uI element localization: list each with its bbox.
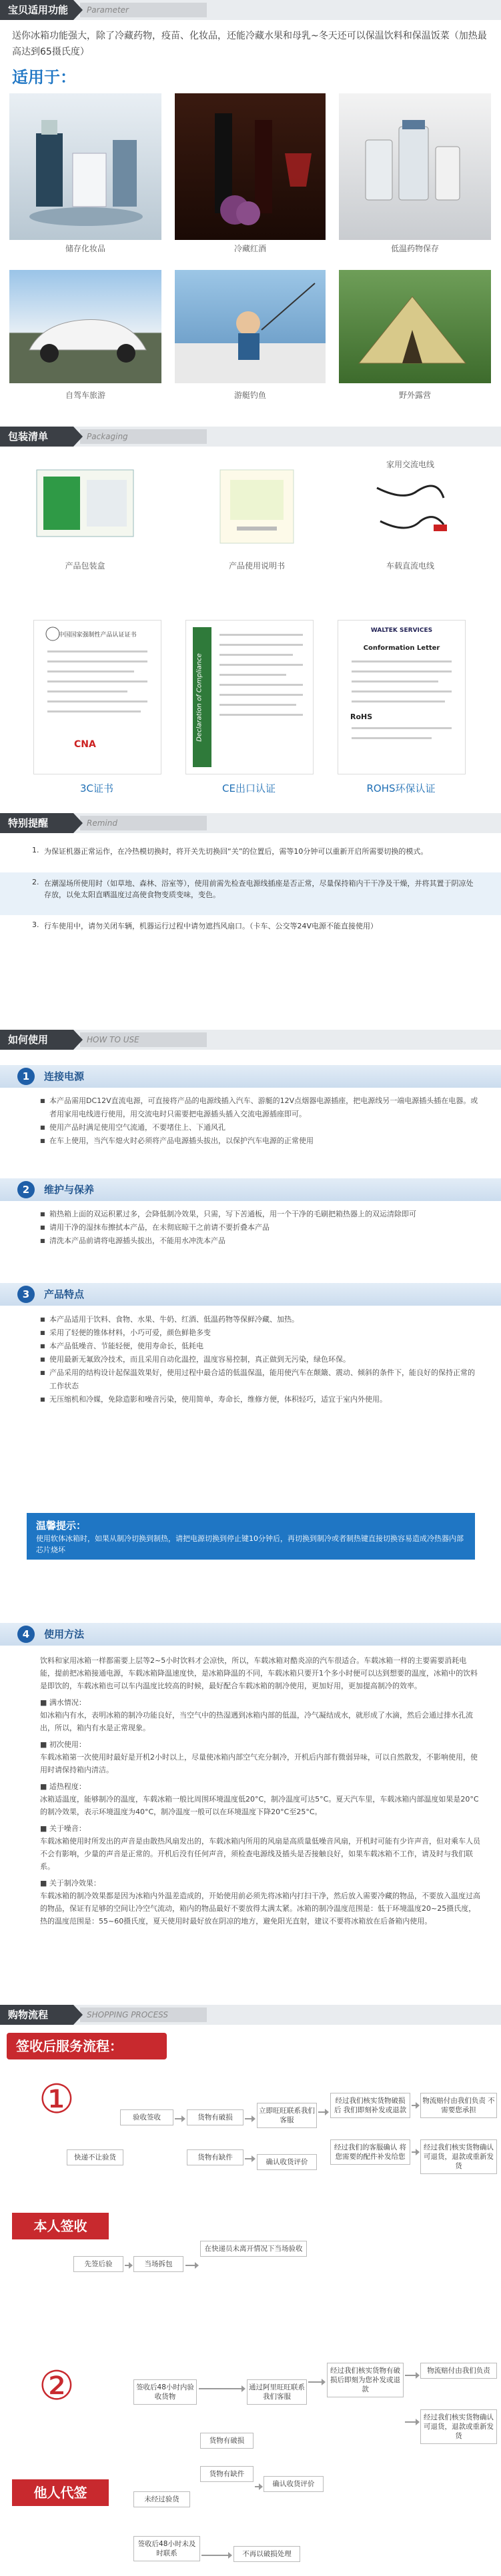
remind-text: 为保证机器正常运作，在冷热模切换时，将开关先切换回“关”的位置后，需等10分钟可以重新开启所需要切换的模式。: [44, 847, 428, 856]
flow-arrow: [199, 2388, 244, 2389]
self-sign-banner: 本人签收: [12, 2213, 109, 2239]
flow-node: 在快递员未离开情况下当场验收: [200, 2241, 307, 2257]
circle-number-2: ②: [39, 2363, 75, 2409]
package-box-image: [30, 467, 140, 543]
cable-image: [370, 475, 450, 548]
flow-node: 经过我们核实货物确认 可退货，退款或重新发货: [420, 2139, 497, 2174]
svg-text:CNA: CNA: [74, 739, 96, 750]
step-item: ■ 箱热箱上面的双运积累过多，会降低制冷效果，只需，写下苦通板，用一个干净的毛刷把箱热器上的双运清除即可: [40, 1208, 480, 1221]
section-header-remind: [0, 813, 501, 833]
ce-cert-graphic: [186, 621, 313, 774]
flow-node: 不再以破损处理: [233, 2546, 300, 2562]
flow-arrow: [308, 2381, 324, 2383]
flow-arrow: [175, 2118, 184, 2119]
section-header-intro: [0, 0, 501, 20]
flow-arrow: [245, 2118, 254, 2119]
flow-arrow: [412, 2151, 418, 2153]
flow-node: 确认收货评价: [257, 2154, 317, 2170]
warm-tip-box: [27, 1513, 475, 1560]
flow-arrow: [201, 2555, 231, 2556]
cosmetics-illustration: [9, 93, 161, 240]
step-item: ■ 产品采用的结构设计起保温效果好，使用过程中最合适的低温保温，能用使汽车在颠簸、震动、倾斜的条件下，能良好的保持正常的工作状态: [40, 1366, 480, 1393]
flow-node: 先签后验: [73, 2256, 123, 2272]
manual-image: [213, 467, 300, 547]
rohs-mark: RoHS: [350, 712, 373, 721]
flow-node: 货物有缺件: [200, 2466, 254, 2482]
rohs-letter-title: Conformation Letter: [363, 644, 440, 652]
step-title: 连接电源: [44, 1070, 85, 1082]
section-tag: 购物流程: [0, 2005, 73, 2025]
flow-node: 货物有破损: [200, 2433, 254, 2449]
remind-num: 3.: [32, 920, 39, 929]
method-para: 车载冰箱第一次使用时最好是开机2小时以上，尽量使冰箱内部空气充分制冷，开机后内部有微弱异味，可以自然散发，不影响使用，使用时请保持箱内清洁。: [40, 1753, 478, 1774]
section-header-shopping: [0, 2005, 501, 2025]
step-title: 使用方法: [44, 1628, 85, 1640]
ccc-certificate: [33, 620, 161, 774]
applicable-title: 适用于：: [12, 68, 76, 87]
flow-node: 经过我们核实货物破损后 我们即刻补发或退款: [330, 2093, 410, 2118]
medicine-illustration: [339, 93, 491, 240]
tip-text: 使用软体冰箱时，如果从制冷切换到制热，请把电源切换到停止键10分钟后，再切换到制冷或者制热键直接切换容易造成冷热器内部芯片烧坏: [36, 1534, 464, 1554]
flow-node: 货物有破损: [187, 2109, 243, 2125]
photo-wine: [175, 93, 326, 240]
remind-num: 1.: [32, 846, 39, 854]
method-heading: ■ 关于噪音：: [40, 1824, 86, 1833]
ce-certificate: [185, 620, 314, 774]
tip-title: 温馨提示：: [36, 1520, 87, 1532]
wine-illustration: [175, 93, 326, 240]
step-title: 维护与保养: [44, 1184, 95, 1196]
cert-caption: ROHS环保认证: [366, 782, 436, 794]
method-para: 如冰箱内有水，表明冰箱的制冷功能良好，当空气中的热湿遇到冰箱内部的低温，冷气凝结成水，就形成了水滴，然后会通过排水孔流出，所以，箱内有水是正常现象。: [40, 1711, 473, 1732]
step-item: ■ 使用产品时满足使用空气流通，不要堵住上、下通风孔: [40, 1121, 480, 1134]
section-subtitle: Remind: [87, 818, 117, 828]
step-number: 4: [17, 1626, 35, 1643]
step-3-list: [40, 1313, 480, 1406]
flow-arrow: [318, 2111, 328, 2113]
flow-node: 货物有缺件: [187, 2149, 243, 2165]
fishing-illustration: [175, 270, 326, 383]
method-heading: ■ 满水情况：: [40, 1698, 86, 1707]
remind-text: 行车使用中，请勿关闭车辆，机器运行过程中请勿遮挡风扇口。（卡车、公交等24V电源不能直接使用）: [44, 922, 378, 930]
step-item: ■ 本产品低噪音、节能轻便，使用寿命长，低耗电: [40, 1340, 480, 1353]
section-subtitle: Packaging: [87, 432, 128, 441]
proxy-sign-banner: 他人代签: [12, 2479, 109, 2506]
step-item: ■ 使用最新无氟致冷技术，而且采用自动化温控，温度容易控制，真正做到无污染，绿色环保。: [40, 1353, 480, 1366]
photo-cosmetics: [9, 93, 161, 240]
flow-node: 经过我们核实货物确认 可退货，退款或重新发货: [420, 2409, 497, 2444]
rohs-certificate: [338, 620, 466, 774]
method-heading: ■ 关于制冷效果：: [40, 1879, 101, 1888]
remind-item: [0, 916, 501, 946]
remind-num: 2.: [32, 878, 39, 886]
flow-node: 确认收货评价: [264, 2476, 324, 2492]
flow-arrow: [405, 2421, 418, 2423]
flow-node: 验收签收: [120, 2109, 173, 2125]
ac-cable-label: 家用交流电线: [386, 460, 434, 469]
step-1-list: [40, 1094, 480, 1148]
flow-node: 未经过验货: [133, 2491, 190, 2507]
circle-number-1: ①: [39, 2076, 75, 2123]
section-tag: 特别提醒: [0, 813, 73, 833]
camping-illustration: [339, 270, 491, 383]
step-item: ■ 本产品适用于饮料、食物、水果、牛奶、红酒、低温药物等保鲜冷藏、加热。: [40, 1313, 480, 1326]
section-subtitle: Parameter: [87, 5, 129, 15]
section-header-howto: [0, 1030, 501, 1050]
step-item: ■ 在车上使用，当汽车熄火时必须将产品电源插头拔出，以保护汽车电源的正常使用: [40, 1134, 480, 1148]
section-tag: 包装清单: [0, 427, 73, 447]
section-tag: 宝贝适用功能: [0, 0, 73, 20]
remind-item: [0, 872, 501, 915]
step-number: 3: [17, 1286, 35, 1303]
rohs-cert-lines: [338, 621, 465, 774]
flow-node: 经过我们核实货物有破损后即刻为您补发或退款: [327, 2363, 404, 2397]
usage-method-text: [40, 1654, 480, 1987]
step-number: 1: [17, 1068, 35, 1085]
photo-caption: 自驾车旅游: [65, 391, 105, 400]
flow-arrow: [185, 2265, 197, 2266]
ccc-cert-header: 中国国家强制性产品认证证书: [58, 632, 137, 639]
step-item: ■ 清洗本产品前请将电源插头拔出，不能用水冲洗本产品: [40, 1234, 480, 1248]
step-header-3: [0, 1283, 501, 1306]
flow-node: 经过我们的客服确认 将您需要的配件补发给您: [330, 2139, 410, 2165]
method-para: 车载冰箱的制冷效果都是因为冰箱内外温差造成的，开始使用前必须先将冰箱内打扫干净，然后放入需要冷藏的物品，不要放入温度过高的物品，保证有足够的空间让冷空气流动，箱内的物品最好不要放得太满太紧。冰箱的制冷温度范围是：低于环境温度20~25摄氏度，热的温度范围是：55~60摄氏度，夏天使用时最好放在阴凉的地方，避免阳光直射，建议不要将冰箱放在后备箱内使用。: [40, 1892, 480, 1926]
flow-node: 立即旺旺联系我们客服: [257, 2103, 317, 2128]
step-item: ■ 无压缩机和冷媒，免除造影和噪音污染，使用简单，寿命长，维修方便，体积轻巧，适宜于室内外使用。: [40, 1393, 480, 1406]
flow-node: 当场拆包: [133, 2256, 183, 2272]
photo-medicine: [339, 93, 491, 240]
photo-caption: 低温药物保存: [390, 244, 439, 253]
package-caption: 产品使用说明书: [228, 561, 285, 571]
rohs-issuer: WALTEK SERVICES: [370, 627, 433, 634]
box-illustration: [30, 467, 140, 543]
step-2-list: [40, 1208, 480, 1248]
flow-node: 物流赔付由我们负责 不需要您承担: [420, 2093, 497, 2118]
photo-caption: 储存化妆品: [65, 244, 105, 253]
remind-list: [0, 842, 501, 947]
ce-cert-title: Declaration of Compliance: [195, 653, 203, 742]
flow-node: 物流赔付由我们负责: [420, 2363, 497, 2379]
flow-arrow: [255, 2486, 262, 2487]
photo-road-trip: [9, 270, 161, 383]
step-header-1: [0, 1065, 501, 1088]
photo-caption: 游艇钓鱼: [233, 391, 266, 400]
photo-caption: 冷藏红酒: [233, 244, 266, 253]
manual-illustration: [213, 467, 300, 547]
photo-caption: 野外露营: [398, 391, 431, 400]
flow-node: 签收后48小时未及时联系: [133, 2536, 200, 2561]
ccc-cert-lines: [34, 621, 161, 774]
section-tag: 如何使用: [0, 1030, 73, 1050]
remind-text: 在潮湿场所使用时（如草地、森林、浴室等），使用前需先检查电源线插座是否正常，尽量保持箱内干干净及干燥，并将其置于阴凉处存放，以免太阳直晒温度过高使食物变质变味，变色。: [44, 879, 474, 899]
cert-caption: 3C证书: [79, 782, 114, 794]
intro-text: 送你冰箱功能强大，除了冷藏药物，疫苗、化妆品，还能冷藏水果和母乳~冬天还可以保温饮料和保温饭菜（加热最高达到65摄氏度）: [12, 31, 487, 57]
car-illustration: [9, 270, 161, 383]
flow-arrow: [412, 2105, 418, 2106]
method-para: 车载冰箱使用时所发出的声音是由散热风扇发出的，车载冰箱内所用的风扇是高质量低噪音风扇，开机时可能有少许声音，但对乘车人员不会有影响，少量的声音是正常的。开机后没有任何声音，须检查电源线及插头是否接触良好，如果车载冰箱不工作，请及时与我们联系。: [40, 1837, 480, 1871]
step-title: 产品特点: [44, 1288, 85, 1300]
cert-caption: CE出口认证: [222, 782, 276, 794]
flow-node: 通过阿里旺旺联系我们客服: [247, 2379, 307, 2405]
package-caption: 车载直流电线: [386, 561, 434, 571]
flow-arrow: [245, 2158, 254, 2159]
step-item: ■ 请用干净的湿抹布擦拭本产品，在未彻底晾干之前请不要折叠本产品: [40, 1221, 480, 1234]
photo-camping: [339, 270, 491, 383]
step-item: ■ 采用了轻便的锥体材料，小巧可爱，颜色鲜艳多变: [40, 1326, 480, 1340]
flow-arrow: [125, 2265, 131, 2266]
flow-node: 签收后48小时内验收货物: [133, 2379, 197, 2405]
method-para: 饮料和家用冰箱一样都需要上层等2~5小时饮料才会凉快，所以，车载冰箱对酷炎凉的汽车很适合。车载冰箱一样的主要需要消耗电能，提前把冰箱接通电源，车载冰箱降温速度快，是冰箱降温的不同，车载冰箱只要开1个多小时便可以达到想要的温度，冰箱中的饮料是即饮的，车载冰箱也可以车内温度比较高的时候，最好配合车载冰箱的制冷使用，更加好用，更加提高制冷的效率。: [40, 1656, 478, 1690]
remind-item: [0, 842, 501, 871]
flow-node: 快递不让验货: [67, 2149, 123, 2165]
step-number: 2: [17, 1181, 35, 1198]
cable-illustration: [370, 475, 450, 548]
section-subtitle: SHOPPING PROCESS: [87, 2010, 168, 2019]
section-subtitle: HOW TO USE: [87, 1035, 139, 1044]
photo-fishing: [175, 270, 326, 383]
method-heading: ■ 初次使用：: [40, 1740, 86, 1749]
service-process-title: 签收后服务流程：: [7, 2033, 167, 2059]
step-item: ■ 本产品需用DC12V直流电源，可直接将产品的电源线插入汽车、游艇的12V点烟器电源插座，把电源线另一端电源插头插在电器。或者用家用电线进行使用，用交流电时只需要把电源插头插入交流电源插座即可。: [40, 1094, 480, 1121]
section-header-package: [0, 427, 501, 447]
step-header-2: [0, 1178, 501, 1201]
package-caption: 产品包装盒: [65, 561, 105, 571]
flow-arrow: [405, 2375, 418, 2376]
step-header-4: [0, 1623, 501, 1646]
method-heading: ■ 适热程度：: [40, 1782, 86, 1791]
method-para: 冰箱适温度，能够制冷的温度，车载冰箱一般比周围环境温度低20°C，制冷温度可达5°C。夏天汽车里，车载冰箱内部温度如果是20°C的制冷效果，表示环境温度为40°C，制冷温度一般可以在环境温度下降20°C至25°C。: [40, 1795, 479, 1816]
